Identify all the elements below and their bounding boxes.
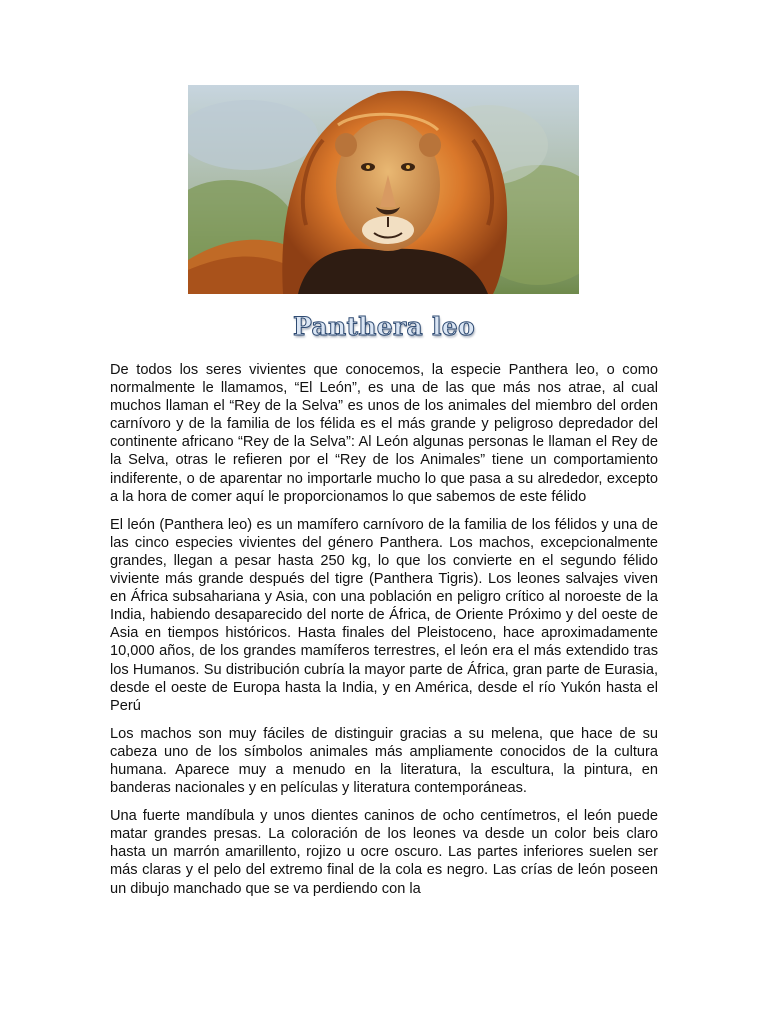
page-title: Panthera leo (293, 312, 475, 341)
page-bottom-margin (0, 920, 768, 1024)
paragraph-2: El león (Panthera leo) es un mamífero carnívoro de la familia de los félidos y una de las cinco especies vivientes del género Panthera. Los machos, excepcionalmente grandes, llegan a pesar hasta 250 kg, lo que los convierte en el segundo félido viviente más grande después del tigre (Panthera Tigris). Los leones salvajes viven en África subsahariana y Asia, con una población en peligro crítico al noroeste de la India, habiendo desaparecido del norte de África, de Oriente Próximo y del oeste de Asia en tiempos históricos. Hasta finales del Pleistoceno, hace aproximadamente 10,000 años, de los grandes mamíferos terrestres, el león era el más extendido tras los Humanos. Su distribución cubría la mayor parte de África, gran parte de Eurasia, desde el oeste de Europa hasta la India, y en América, desde el río Yukón hasta el Perú (110, 516, 658, 714)
paragraph-3: Los machos son muy fáciles de distinguir gracias a su melena, que hace de su cabeza uno de los símbolos animales más ampliamente conocidos de la cultura humana. Aparece muy a menudo en la literatura, la escultura, la pintura, en banderas nacionales y en películas y literatura contemporáneas. (110, 725, 658, 797)
paragraph-4: Una fuerte mandíbula y unos dientes caninos de ocho centímetros, el león puede matar grandes presas. La coloración de los leones va desde un color beis claro hasta un marrón amarillento, rojizo u ocre oscuro. Las partes inferiores suelen ser más claras y el pelo del extremo final de la cola es negro. Las crías de león poseen un dibujo manchado que se va perdiendo con la (110, 808, 658, 897)
paragraph-1: De todos los seres vivientes que conocemos, la especie Panthera leo, o como normalmente le llamamos, “El León”, es una de las que más nos atrae, al cual muchos llaman el “Rey de la Selva” es unos de los animales del miembro del orden carnívoro y de la familia de los félida es el más grande y peligroso depredador del continente africano “Rey de la Selva”: Al León algunas personas le llaman el Rey de la Selva, otras le refieren por el “Rey de los Animales” tiene un comportamiento indiferente, o de aparentar no importarle mucho lo que pasa a su alrededor, excepto a la hora de comer aquí le proporcionamos lo que sabemos de este félido (110, 362, 658, 505)
lion-icon (188, 85, 579, 294)
lion-photo (188, 85, 579, 294)
document-body (110, 361, 658, 908)
